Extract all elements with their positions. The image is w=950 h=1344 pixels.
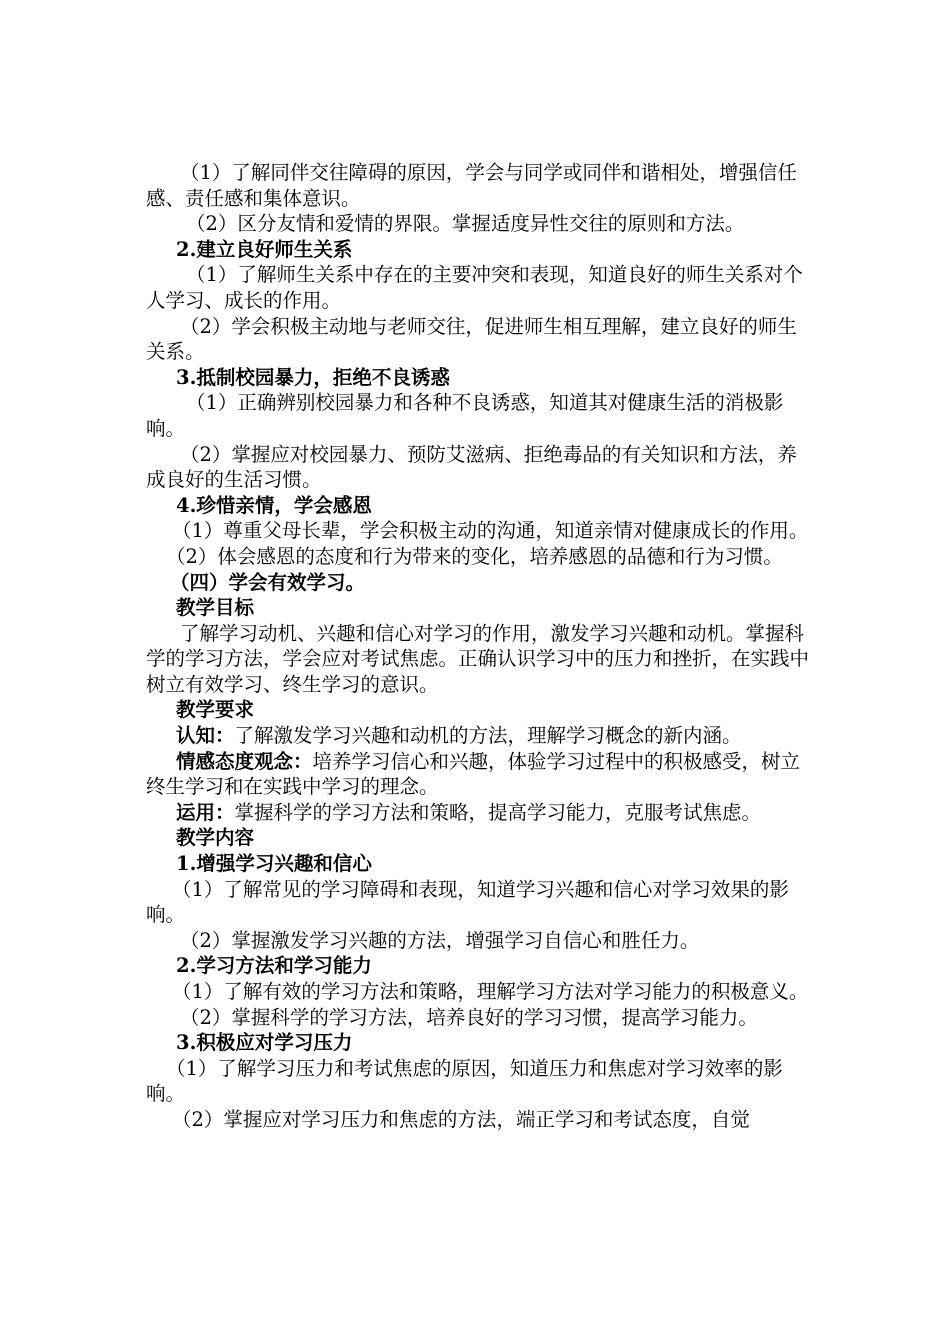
section-heading: 2.学习方法和学习能力: [176, 954, 372, 978]
paragraph: 了解学习动机、兴趣和信心对学习的作用，激发学习兴趣和动机。掌握科学的学习方法，学会应对考试焦虑。正确认识学习中的压力和挫折，在实践中树立有效学习、终生学习的意识。: [146, 621, 810, 696]
label-emotion: 情感态度观念：: [176, 749, 313, 773]
paragraph-application: [146, 800, 816, 826]
text-cognition: 了解激发学习兴趣和动机的方法，理解学习概念的新内涵。: [234, 724, 742, 748]
paragraph: （2）掌握应对学习压力和焦虑的方法，端正学习和考试态度，自觉: [172, 1107, 750, 1131]
subheading-content: 教学内容: [176, 826, 255, 850]
paragraph: （2）区分友情和爱情的界限。掌握适度异性交往的原则和方法。: [186, 212, 745, 236]
document-body: [146, 160, 816, 1133]
paragraph: （2）掌握科学的学习方法，培养良好的学习习惯，提高学习能力。: [180, 1005, 758, 1029]
paragraph: （2）掌握应对校园暴力、预防艾滋病、拒绝毒品的有关知识和方法，养成良好的生活习惯。: [146, 442, 797, 492]
paragraph: （2）体会感恩的态度和行为带来的变化，培养感恩的品德和行为习惯。: [166, 544, 783, 568]
subheading-requirement: 教学要求: [176, 698, 255, 722]
paragraph: （1）了解同伴交往障碍的原因，学会与同学或同伴和谐相处，增强信任感、责任感和集体意识。: [146, 161, 797, 210]
paragraph: （1）了解常见的学习障碍和表现，知道学习兴趣和信心对学习效果的影响。: [146, 877, 789, 927]
paragraph: （1）正确辨别校园暴力和各种不良诱惑，知道其对健康生活的消极影响。: [146, 391, 784, 440]
paragraph-cognition: [146, 723, 816, 749]
paragraph: （1）了解学习压力和考试焦虑的原因，知道压力和焦虑对学习效率的影响。: [146, 1056, 783, 1106]
subheading-goal: 教学目标: [176, 596, 255, 620]
section-heading: 3.抵制校园暴力，拒绝不良诱惑: [176, 365, 450, 389]
paragraph: （2）掌握激发学习兴趣的方法，增强学习自信心和胜任力。: [180, 928, 700, 952]
section-heading: 4.珍惜亲情，学会感恩: [176, 493, 372, 517]
section-heading: 1.增强学习兴趣和信心: [176, 852, 372, 876]
chapter-heading: （四）学会有效学习。: [170, 570, 366, 594]
label-application: 运用：: [176, 800, 235, 824]
text-application: 掌握科学的学习方法和策略，提高学习能力，克服考试焦虑。: [234, 800, 762, 824]
paragraph: （2）学会积极主动地与老师交往，促进师生相互理解，建立良好的师生关系。: [146, 314, 797, 364]
text-emotion: 培养学习信心和兴趣，体验学习过程中的积极感受，树立终生学习和在实践中学习的理念。: [146, 749, 801, 799]
paragraph: （1）了解师生关系中存在的主要冲突和表现，知道良好的师生关系对个人学习、成长的作用。: [146, 263, 803, 312]
paragraph: （1）尊重父母长辈，学会积极主动的沟通，知道亲情对健康成长的作用。: [172, 519, 809, 543]
section-heading: 3.积极应对学习压力: [176, 1031, 353, 1055]
paragraph-emotion: [146, 749, 816, 800]
section-heading: 2.建立良好师生关系: [176, 237, 353, 261]
label-cognition: 认知：: [176, 724, 235, 748]
paragraph: （1）了解有效的学习方法和策略，理解学习方法对学习能力的积极意义。: [172, 980, 809, 1003]
